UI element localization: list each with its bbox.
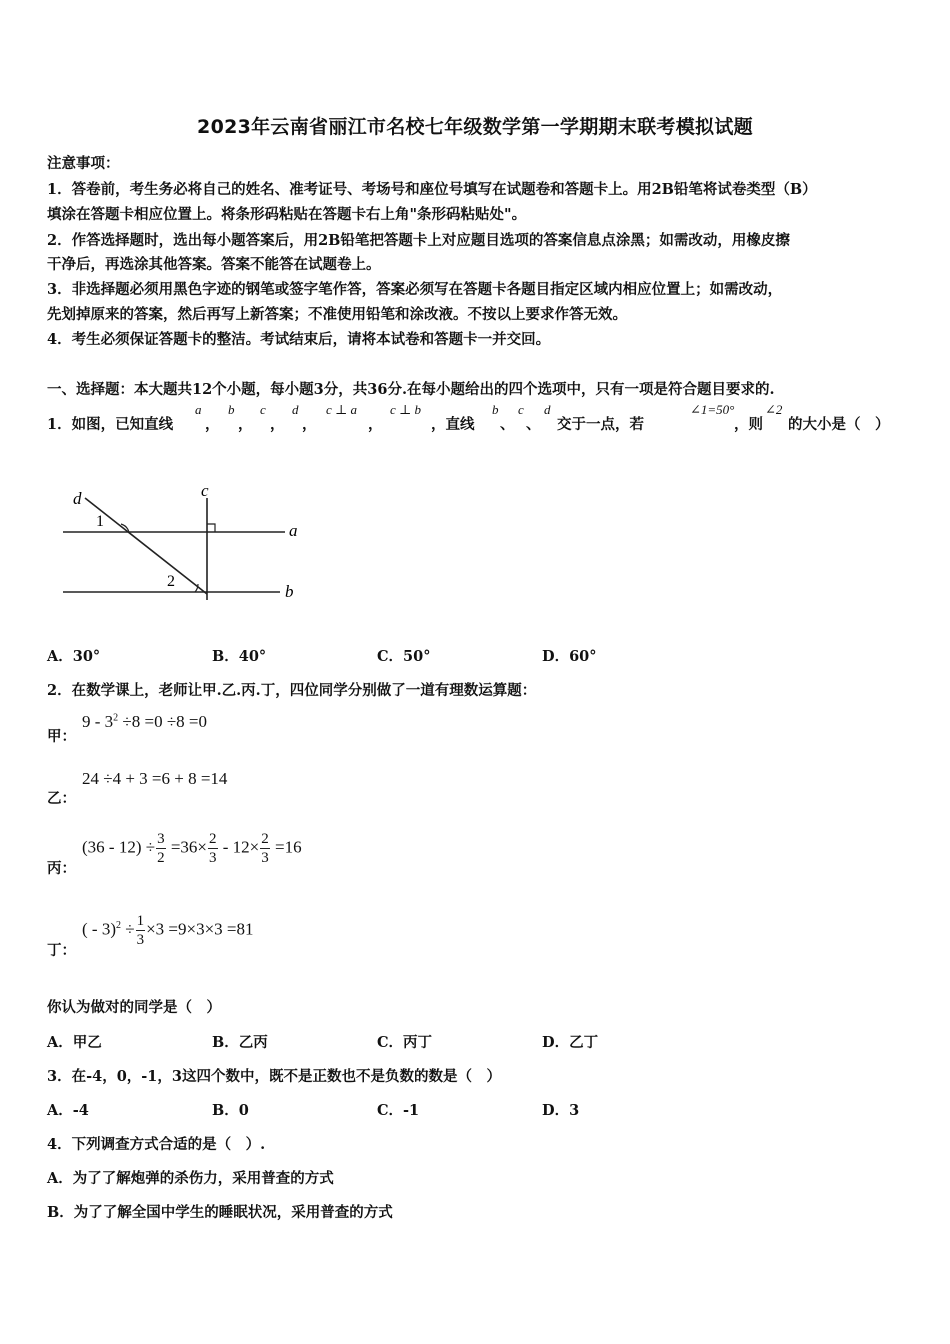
notice-line: 2．作答选择题时，选出每小题答案后，用2B铅笔把答题卡上对应题目选项的答案信息点涂黑；如需改动，用橡皮擦 — [47, 232, 790, 249]
notice-line: 先划掉原来的答案，然后再写上新答案；不准使用铅笔和涂改液。不按以上要求作答无效。 — [47, 306, 627, 323]
q2-bing-part-b: =36× — [166, 837, 208, 857]
page-title: 2023年云南省丽江市名校七年级数学第一学期期末联考模拟试题 — [197, 116, 753, 138]
q1-line-d: d — [292, 402, 299, 417]
section-heading: 一、选择题：本大题共12个小题，每小题3分，共36分.在每小题给出的四个选项中，只有一项是符合题目要求的. — [47, 381, 775, 398]
q2-jia-expr-start: 9 - 3 — [82, 712, 114, 731]
q1-stem-part1: 1．如图，已知直线 — [47, 416, 174, 433]
q2-bing-part-a: (36 - 12) ÷ — [82, 837, 156, 857]
q2-question: 你认为做对的同学是（ ） — [47, 999, 221, 1016]
q2-jia-expression — [82, 712, 207, 732]
q1-c-perp-b: c ⊥ b — [390, 402, 421, 417]
q2-ding-part-c: ×3 =9×3×3 =81 — [146, 919, 254, 939]
q2-jia-label: 甲： — [47, 728, 76, 745]
q2-jia-expr-rest: ÷8 =0 ÷8 =0 — [118, 712, 208, 731]
numerator: 3 — [157, 831, 165, 847]
q1-line-c: c — [260, 402, 266, 417]
q2-stem: 2．在数学课上，老师让甲.乙.丙.丁，四位同学分别做了一道有理数运算题： — [47, 682, 537, 699]
q1-comma: ， — [270, 416, 285, 433]
q2-option-b: B．乙丙 — [212, 1034, 268, 1051]
numerator: 1 — [136, 913, 145, 929]
q2-bing-expression — [82, 830, 302, 867]
q2-option-a: A．甲乙 — [47, 1034, 102, 1051]
q1-option-c: C．50° — [377, 648, 431, 665]
notice-line: 4．考生必须保证答题卡的整洁。考试结束后，请将本试卷和答题卡一并交回。 — [47, 331, 551, 348]
notice-line: 填涂在答题卡相应位置上。将条形码粘贴在答题卡右上角"条形码粘贴处"。 — [47, 206, 527, 223]
q2-ding-part-a: ( - 3) — [82, 919, 116, 939]
label-angle-1: 1 — [96, 513, 104, 530]
q2-option-c: C．丙丁 — [377, 1034, 433, 1051]
q2-jia-exponent: 2 — [113, 712, 119, 724]
q1-line-b: b — [492, 402, 499, 417]
notice-line: 1．答卷前，考生务必将自己的姓名、准考证号、考场号和座位号填写在试题卷和答题卡上。用2B铅笔将试卷类型（B） — [47, 181, 817, 198]
label-b: b — [285, 582, 294, 601]
q1-line-a: a — [195, 402, 202, 417]
fraction — [260, 830, 270, 867]
q1-line-d: d — [544, 402, 551, 417]
notice-line: 干净后，再选涂其他答案。答案不能答在试题卷上。 — [47, 256, 381, 273]
q1-stem-part4: ，则 — [734, 416, 763, 433]
label-c: c — [201, 481, 209, 500]
denominator: 2 — [157, 850, 165, 866]
q1-comma: ， — [368, 416, 383, 433]
fraction — [208, 830, 218, 867]
q1-comma: ， — [238, 416, 253, 433]
q1-comma: ， — [205, 416, 220, 433]
q1-c-perp-a: c ⊥ a — [326, 402, 357, 417]
q3-option-d: D．3 — [542, 1102, 580, 1119]
q2-option-d: D．乙丁 — [542, 1034, 599, 1051]
q1-comma: ， — [302, 416, 317, 433]
q2-yi-expression: 24 ÷4 + 3 =6 + 8 =14 — [82, 769, 228, 788]
q1-stem-part2: ，直线 — [431, 416, 475, 433]
q2-yi-label: 乙： — [47, 790, 76, 807]
q3-option-a: A．-4 — [47, 1102, 89, 1119]
q4-option-b: B．为了了解全国中学生的睡眠状况，采用普查的方式 — [47, 1204, 393, 1221]
q2-bing-part-c: - 12× — [218, 837, 260, 857]
fraction — [136, 912, 146, 949]
q4-stem: 4．下列调查方式合适的是（ ）. — [47, 1136, 266, 1153]
q1-geometry-figure — [55, 478, 315, 608]
q1-angle2: ∠2 — [765, 402, 783, 417]
q1-sep: 、 — [500, 416, 515, 433]
q1-option-b: B．40° — [212, 648, 267, 665]
q1-angle1: ∠1=50° — [690, 402, 735, 417]
q1-line-b: b — [228, 402, 235, 417]
numerator: 2 — [209, 831, 217, 847]
q2-ding-exponent: 2 — [115, 919, 121, 931]
q1-option-d: D．60° — [542, 648, 597, 665]
notice-heading: 注意事项： — [47, 155, 120, 172]
q1-sep: 、 — [526, 416, 541, 433]
right-angle-mark — [207, 524, 215, 532]
q1-option-a: A．30° — [47, 648, 101, 665]
numerator: 2 — [261, 831, 269, 847]
q2-ding-part-b: ÷ — [120, 919, 135, 939]
label-angle-2: 2 — [167, 573, 175, 590]
fraction — [156, 830, 166, 867]
q3-stem: 3．在-4，0，-1，3这四个数中，既不是正数也不是负数的数是（ ） — [47, 1068, 501, 1085]
label-a: a — [289, 521, 298, 540]
q3-option-b: B．0 — [212, 1102, 249, 1119]
q2-ding-label: 丁： — [47, 942, 76, 959]
denominator: 3 — [261, 850, 269, 866]
notice-line: 3．非选择题必须用黑色字迹的钢笔或签字笔作答，答案必须写在答题卡各题目指定区域内相应位置上；如需改动， — [47, 281, 783, 298]
denominator: 3 — [136, 932, 145, 948]
q1-stem-part5: 的大小是（ ） — [788, 416, 890, 433]
q2-bing-label: 丙： — [47, 860, 76, 877]
q4-option-a: A．为了了解炮弹的杀伤力，采用普查的方式 — [47, 1170, 334, 1187]
q1-stem-part3: 交于一点，若 — [557, 416, 644, 433]
q2-ding-expression — [82, 912, 254, 949]
q3-option-c: C．-1 — [377, 1102, 420, 1119]
label-d: d — [73, 489, 82, 508]
q2-bing-part-d: =16 — [270, 837, 302, 857]
q1-line-c: c — [518, 402, 524, 417]
denominator: 3 — [209, 850, 217, 866]
